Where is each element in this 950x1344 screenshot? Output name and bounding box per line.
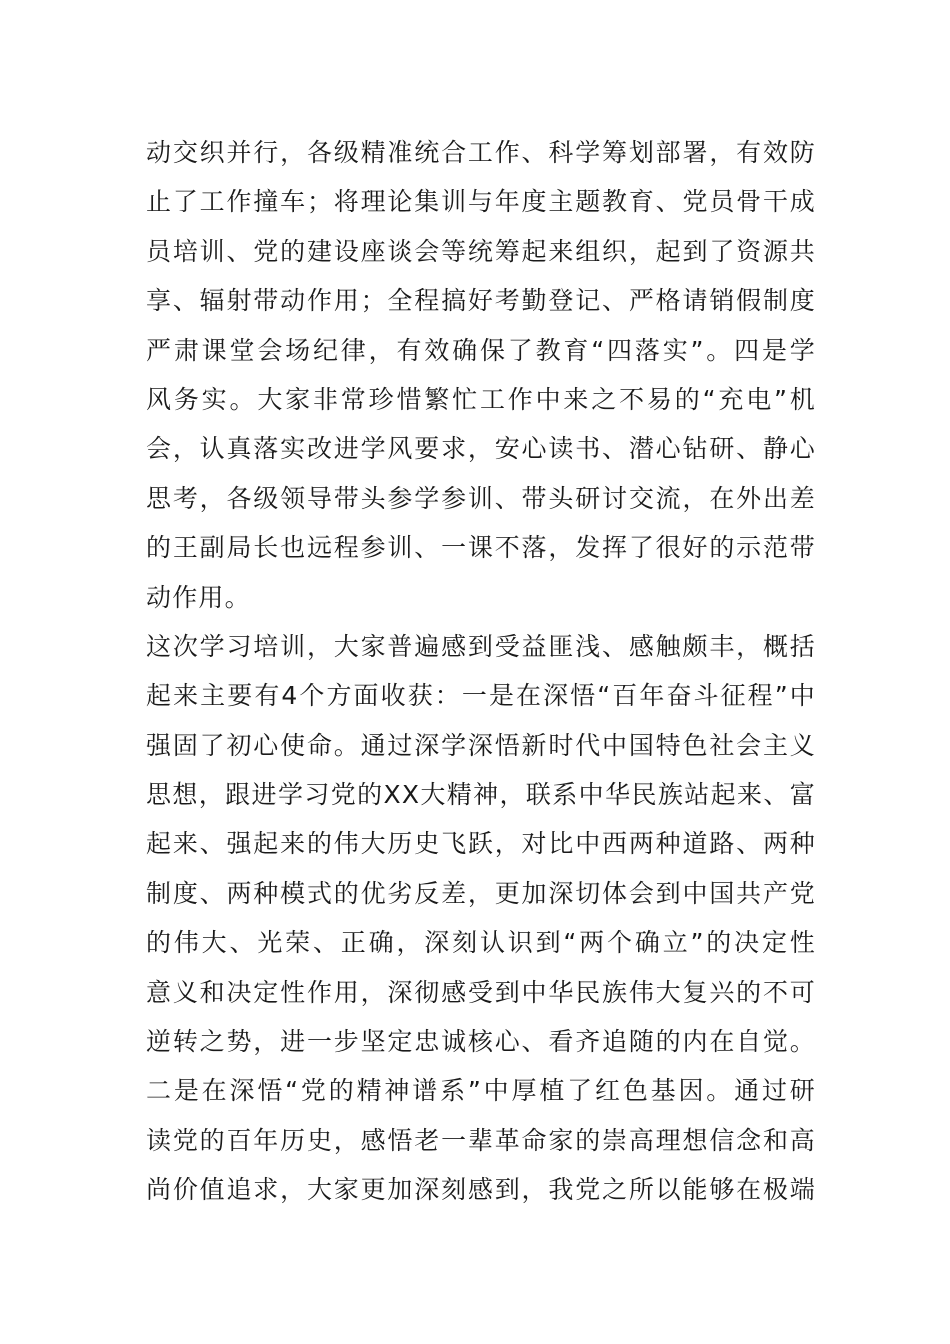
text-line: 起来、强起来的伟大历史飞跃，对比中西两种道路、两种	[146, 829, 816, 859]
text-line: 尚价值追求，大家更加深刻感到，我党之所以能够在极端	[146, 1175, 816, 1205]
text-line: 二是在深悟“党的精神谱系”中厚植了红色基因。通过研	[146, 1076, 816, 1106]
text-line: 员培训、党的建设座谈会等统筹起来组织，起到了资源共	[146, 236, 816, 266]
text-line: 的王副局长也远程参训、一课不落，发挥了很好的示范带	[146, 533, 816, 563]
text-line: 制度、两种模式的优劣反差，更加深切体会到中国共产党	[146, 878, 816, 908]
text-line: 止了工作撞车；将理论集训与年度主题教育、党员骨干成	[146, 187, 816, 217]
text-line: 动作用。	[146, 582, 251, 612]
text-line: 强固了初心使命。通过深学深悟新时代中国特色社会主义	[146, 730, 816, 760]
body-text	[146, 128, 816, 1215]
text-line: 的伟大、光荣、正确，深刻认识到“两个确立”的决定性	[146, 928, 816, 958]
text-line: 享、辐射带动作用；全程搞好考勤登记、严格请销假制度	[146, 286, 816, 316]
text-line: 意义和决定性作用，深彻感受到中华民族伟大复兴的不可	[146, 977, 816, 1007]
text-line: 思想，跟进学习党的XX大精神，联系中华民族站起来、富	[146, 780, 816, 810]
text-line: 读党的百年历史，感悟老一辈革命家的崇高理想信念和高	[146, 1125, 816, 1155]
text-line: 风务实。大家非常珍惜繁忙工作中来之不易的“充电”机	[146, 384, 816, 414]
text-line: 起来主要有4个方面收获：一是在深悟“百年奋斗征程”中	[146, 681, 816, 711]
text-line: 这次学习培训，大家普遍感到受益匪浅、感触颇丰，概括	[146, 631, 816, 661]
text-line: 逆转之势，进一步坚定忠诚核心、看齐追随的内在自觉。	[146, 1027, 816, 1057]
text-line: 严肃课堂会场纪律，有效确保了教育“四落实”。四是学	[146, 335, 816, 365]
text-line: 思考，各级领导带头参学参训、带头研讨交流，在外出差	[146, 483, 816, 513]
text-line: 会，认真落实改进学风要求，安心读书、潜心钻研、静心	[146, 434, 816, 464]
text-line: 动交织并行，各级精准统合工作、科学筹划部署，有效防	[146, 138, 816, 167]
